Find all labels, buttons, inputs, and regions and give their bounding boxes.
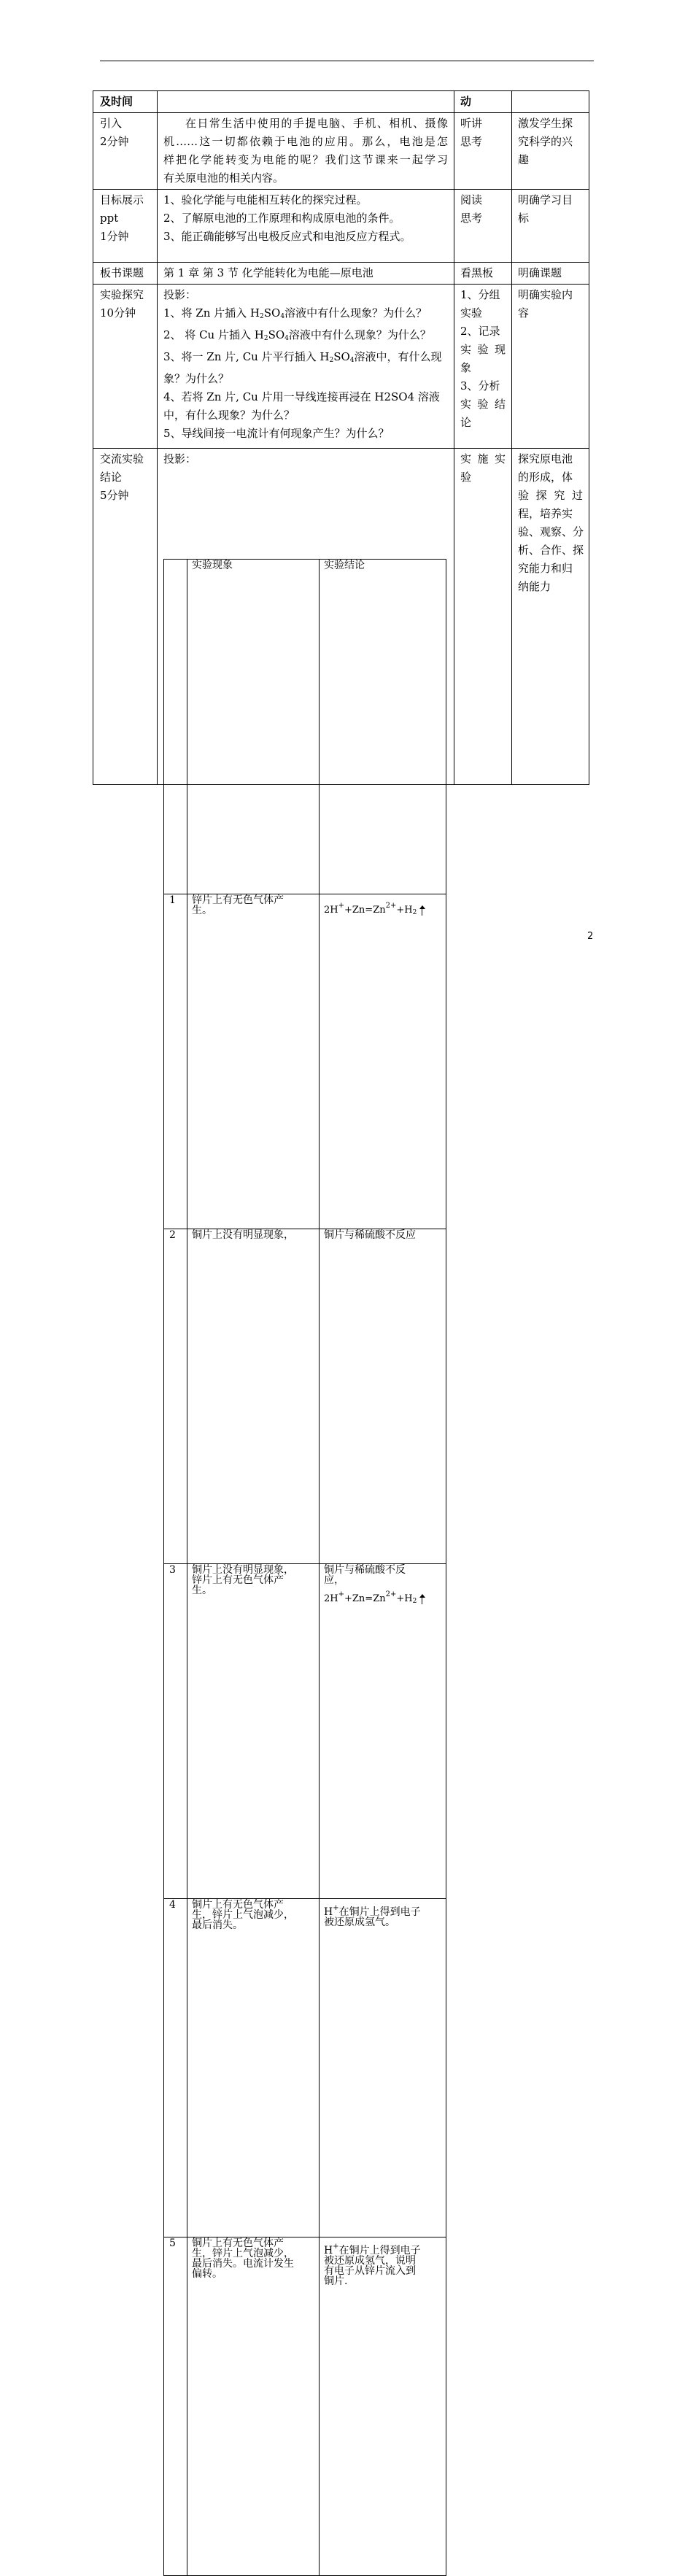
header-content [158,91,454,113]
content-cell: 投影： 实验现象 实验结论 1 锌片上有无色气体产 生。 $2H^++Zn=Zn^{2+}+H_2$ 2 铜片上没有明显现象， 铜片与稀硫酸不反应 3 铜片上没有明显现象， 锌片上有无色气体产 生。 铜片与稀硫酸不反 应， $2H^++Zn=Zn^{2+}+H_2$ 4 铜片上有无色气体产 生，锌片上气泡减少， 最后消失。 H+在铜片上得到电子 被还原成氢气。 5 铜片上有无色气体产 生，锌片上气泡减少， 最后消失。电流计发生 偏转。 H+在铜片上得到电子 被还原成氢气，说明 有电子从锌片流入到 铜片. [158,449,454,785]
activity-cell: 实施实 验 [454,449,512,785]
activity-cell: 阅读 思考 [454,190,512,263]
up-arrow-icon [419,905,425,916]
question-2: 2、 将 Cu 片插入 $H_2SO_4$溶液中有什么现象？为什么？ [163,328,431,342]
header-activity: 动 [454,91,512,113]
table-row: 1 锌片上有无色气体产 生。 $2H^++Zn=Zn^{2+}+H_2$ [164,894,446,1229]
results-table [163,559,446,2576]
up-arrow-icon [419,1594,425,1604]
table-row: 2 铜片上没有明显现象， 铜片与稀硫酸不反应 [164,1229,446,1564]
purpose-cell: 明确课题 [512,263,589,285]
time-cell: 交流实验 结论 5分钟 [93,449,158,785]
results-header-row: 实验现象 实验结论 [164,560,446,894]
table-row: 4 铜片上有无色气体产 生，锌片上气泡减少， 最后消失。 H+在铜片上得到电子 被还原成氢气。 [164,1899,446,2237]
header-time: 及时间 [93,91,158,113]
header-purpose [512,91,589,113]
question-4: 4、若将 Zn 片, Cu 片用一导线连接再浸在 H2SO4 溶液 [163,390,440,403]
content-cell: 投影： 1、将 Zn 片插入 $H_2SO_4$溶液中有什么现象？为什么？ 2、 将 Cu 片插入 $H_2SO_4$溶液中有什么现象？为什么？ 3、将一 Zn 片, Cu 片平行插入 $H_2SO_4$溶液中，有什么现 象？为什么？ 4、若将 Zn 片, Cu 片用一导线连接再浸在 H2SO4 溶液 中，有什么现象？为什么？ 5、导线间接一电流计有何现象产生？为什么？ [158,285,454,449]
time-cell: 引入 2分钟 [93,113,158,190]
question-3: 3、将一 Zn 片, Cu 片平行插入 $H_2SO_4$溶液中，有什么现 [163,350,442,364]
purpose-cell: 探究原电池 的形成，体 验探究过 程，培养实 验、观察、分 析、合作、探 究能力和归 纳能力 [512,449,589,785]
content-cell: 1、验化学能与电能相互转化的探究过程。 2、了解原电池的工作原理和构成原电池的条件。 3、能正确能够写出电极反应式和电池反应方程式。 [158,190,454,263]
purpose-cell: 明确实验内 容 [512,285,589,449]
purpose-cell: 激发学生探 究科学的兴 趣 [512,113,589,190]
content-cell: 在日常生活中使用的手提电脑、手机、相机、摄像 机……这一切都依赖于电池的应用。那么，电池是怎 样把化学能转变为电能的呢？我们这节课来一起学习 有关原电池的相关内容。 [158,113,454,190]
table-row: 3 铜片上没有明显现象， 锌片上有无色气体产 生。 铜片与稀硫酸不反 应， $2H^++Zn=Zn^{2+}+H_2$ [164,1564,446,1899]
header-row [93,91,589,113]
activity-cell: 听讲 思考 [454,113,512,190]
time-cell: 板书课题 [93,263,158,285]
table-row-title [93,263,589,285]
table-row-conclusion [93,449,589,785]
table-row: 5 铜片上有无色气体产 生，锌片上气泡减少， 最后消失。电流计发生 偏转。 H+在铜片上得到电子 被还原成氢气，说明 有电子从锌片流入到 铜片. [164,2237,446,2576]
reaction-equation: $2H^++Zn=Zn^{2+}+H_2$ [324,1585,441,1606]
table-row-experiment [93,285,589,449]
question-5: 5、导线间接一电流计有何现象产生？为什么？ [163,427,390,440]
page-number: 2 [587,931,594,942]
purpose-cell: 明确学习目 标 [512,190,589,263]
reaction-equation: $2H^++Zn=Zn^{2+}+H_2$ [324,895,441,918]
lesson-plan-table [93,90,589,2287]
table-row-goals [93,190,589,263]
activity-cell: 1、分组 实验 2、记录 实验现 象 3、分析 实验结 论 [454,285,512,449]
activity-cell: 看黑板 [454,263,512,285]
question-1: 1、将 Zn 片插入 $H_2SO_4$溶液中有什么现象？为什么？ [163,306,427,320]
time-cell: 实验探究 10分钟 [93,285,158,449]
content-cell: 第 1 章 第 3 节 化学能转化为电能—原电池 [158,263,454,285]
time-cell: 目标展示 ppt 1分钟 [93,190,158,263]
table-row-intro [93,113,589,190]
